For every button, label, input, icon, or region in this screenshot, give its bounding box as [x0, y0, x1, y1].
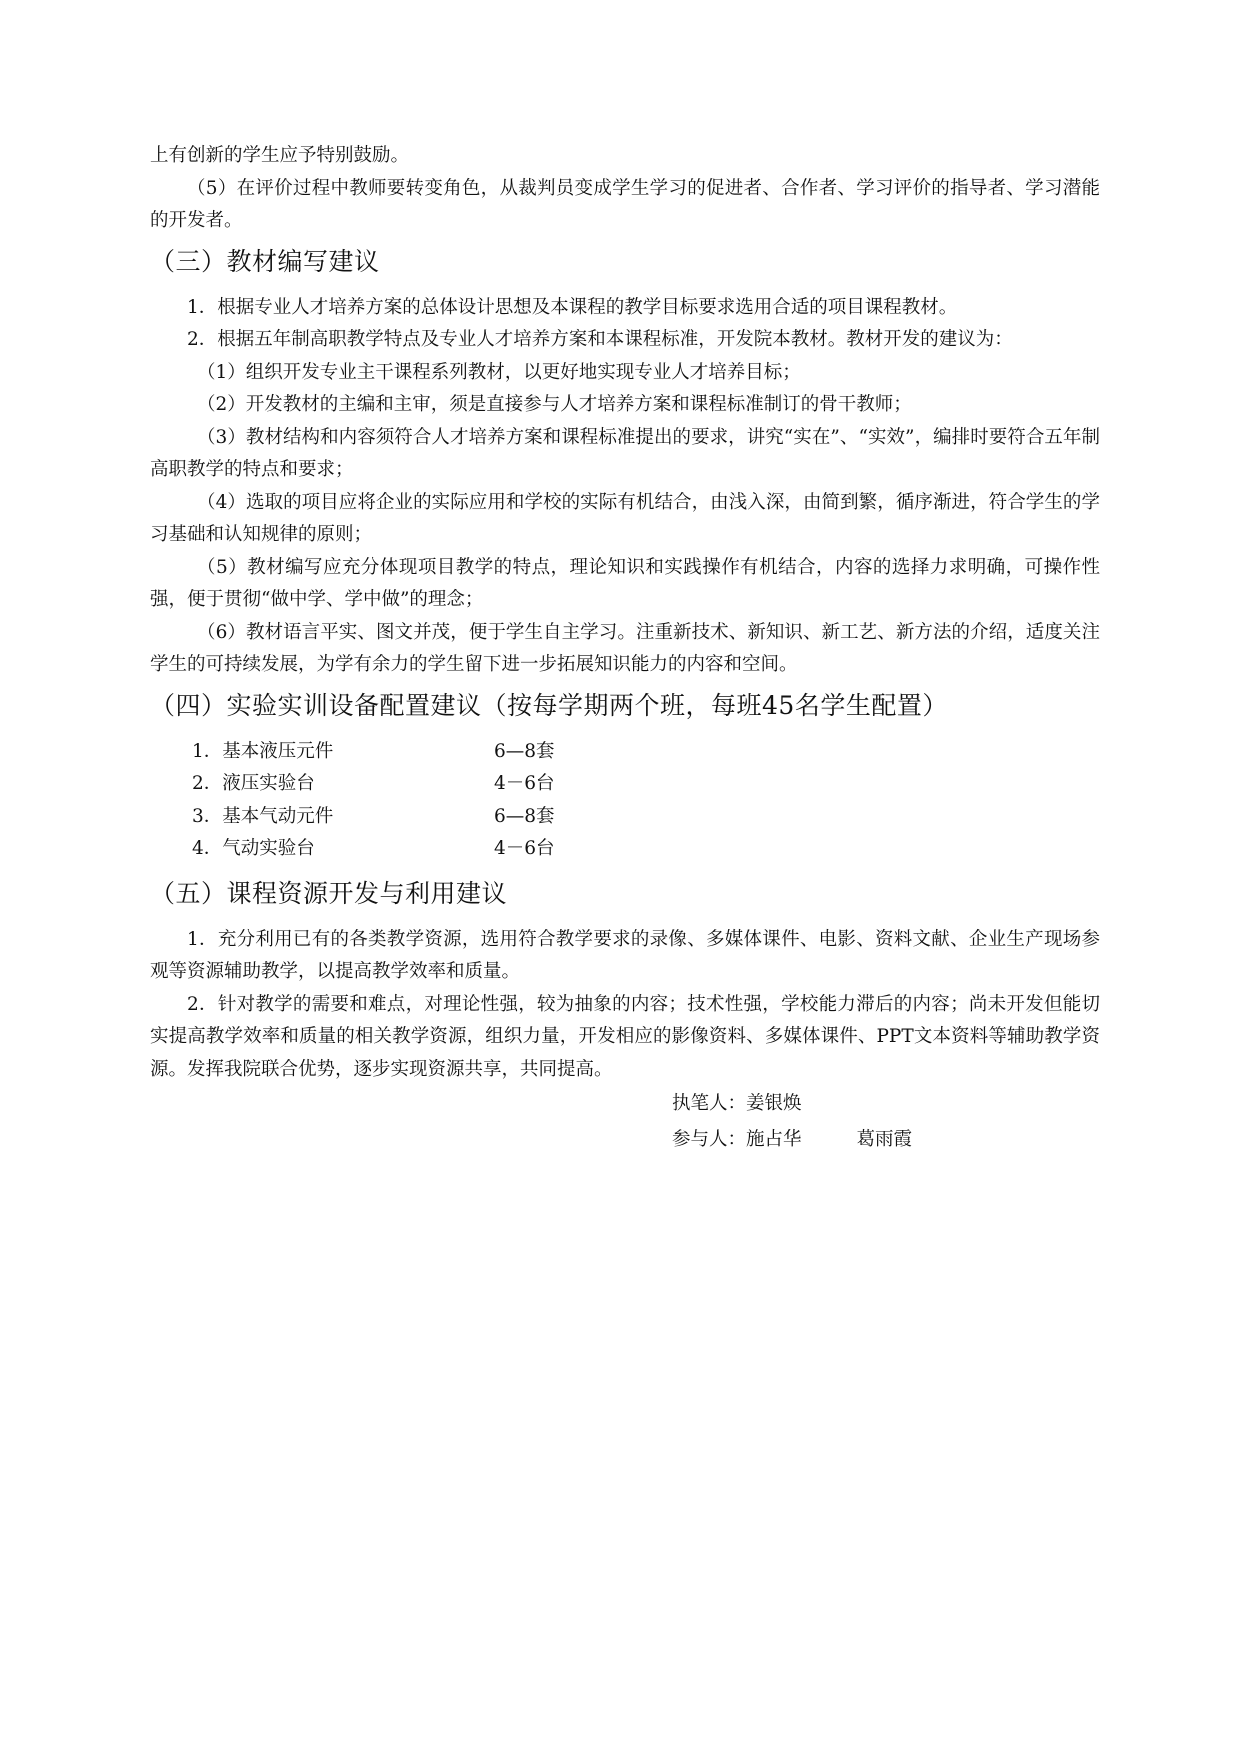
equipment-quantity: 6—8套: [494, 805, 555, 827]
equipment-row: [192, 801, 555, 834]
section-3-paragraph-2: 2．根据五年制高职教学特点及专业人才培养方案和本课程标准，开发院本教材。教材开发的建议为：: [187, 329, 1013, 350]
section-5-paragraph-1: 1．充分利用已有的各类教学资源，选用符合教学要求的录像、多媒体课件、电影、资料文献、企业生产现场参观等资源辅助教学，以提高教学效率和质量。: [150, 928, 1100, 982]
author-line: 执笔人：姜银焕: [672, 1093, 802, 1114]
equipment-quantity: 4－6台: [494, 773, 555, 794]
participants-line: [672, 1122, 1100, 1158]
equipment-quantity: 4－6台: [494, 838, 555, 859]
equipment-table: [192, 736, 555, 866]
equipment-row: [192, 736, 555, 769]
continuation-text: 上有创新的学生应予特别鼓励。: [150, 145, 410, 166]
equipment-name: 4．气动实验台: [192, 838, 315, 859]
section-3-paragraph-1: 1．根据专业人才培养方案的总体设计思想及本课程的教学目标要求选用合适的项目课程教材。: [187, 296, 958, 318]
evaluation-item-5: （5）在评价过程中教师要转变角色，从裁判员变成学生学习的促进者、合作者、学习评价的指导者、学习潜能的开发者。: [150, 177, 1100, 231]
equipment-name: 2．液压实验台: [192, 773, 315, 794]
section-4-heading: （四）实验实训设备配置建议（按每学期两个班，每班45名学生配置）: [150, 690, 948, 720]
textbook-item-3: （3）教材结构和内容须符合人才培养方案和课程标准提出的要求，讲究“实在”、“实效”，编排时要符合五年制高职教学的特点和要求；: [150, 426, 1100, 480]
participant-1: 参与人：施占华: [672, 1129, 802, 1150]
section-3-heading: （三）教材编写建议: [150, 246, 380, 276]
equipment-row: [192, 833, 555, 866]
participant-2: 葛雨霞: [856, 1129, 913, 1150]
textbook-item-2: （2）开发教材的主编和主审，须是直接参与人才培养方案和课程标准制订的骨干教师；: [197, 394, 912, 415]
document-page: [150, 140, 1100, 1158]
equipment-name: 3．基本气动元件: [192, 805, 334, 827]
textbook-item-5: （5）教材编写应充分体现项目教学的特点，理论知识和实践操作有机结合，内容的选择力求明确，可操作性强，便于贯彻“做中学、学中做”的理念；: [150, 556, 1100, 610]
equipment-quantity: 6—8套: [494, 740, 555, 762]
section-5-heading: （五）课程资源开发与利用建议: [150, 878, 508, 908]
textbook-item-1: （1）组织开发专业主干课程系列教材，以更好地实现专业人才培养目标；: [197, 361, 801, 383]
textbook-item-6: （6）教材语言平实、图文并茂，便于学生自主学习。注重新技术、新知识、新工艺、新方法的介绍，适度关注学生的可持续发展，为学有余力的学生留下进一步拓展知识能力的内容和空间。: [150, 621, 1100, 675]
equipment-name: 1．基本液压元件: [192, 740, 334, 762]
equipment-row: [192, 768, 555, 801]
textbook-item-4: （4）选取的项目应将企业的实际应用和学校的实际有机结合，由浅入深，由简到繁，循序渐进，符合学生的学习基础和认知规律的原则；: [150, 491, 1100, 545]
section-5-paragraph-2: 2．针对教学的需要和难点，对理论性强，较为抽象的内容；技术性强，学校能力滞后的内容；尚未开发但能切实提高教学效率和质量的相关教学资源，组织力量，开发相应的影像资料、多媒体课件、PPT文本资料等辅助教学资源。发挥我院联合优势，逐步实现资源共享，共同提高。: [150, 993, 1100, 1080]
